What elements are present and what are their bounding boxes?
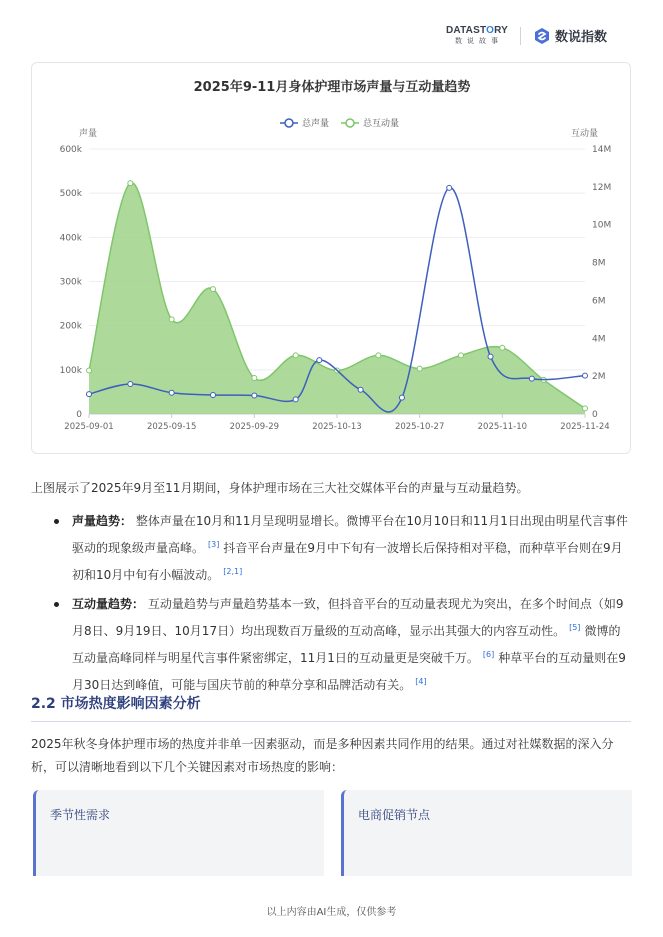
- citation-link[interactable]: [3]: [208, 540, 220, 549]
- volume-point: [399, 395, 404, 400]
- datastory-logo-text-1: DATAST: [445, 25, 487, 36]
- left-tick-label: 300k: [59, 277, 82, 288]
- volume-point: [583, 373, 588, 378]
- datastory-logo-text-2: RY: [494, 25, 508, 36]
- chart-title: 2025年9-11月身体护理市场声量与互动量趋势: [193, 80, 471, 95]
- legend-label: 总声量: [302, 119, 330, 129]
- datastory-logo-text-o: O: [486, 25, 495, 36]
- volume-point: [447, 185, 452, 190]
- right-tick-label: 4M: [592, 334, 606, 345]
- right-tick-label: 8M: [592, 258, 606, 269]
- x-tick-label: 2025-10-13: [312, 422, 362, 432]
- datastory-logo: [446, 26, 508, 45]
- interaction-point: [293, 353, 298, 358]
- bullet-title: 互动量趋势：: [72, 597, 145, 611]
- brand-divider: [520, 27, 521, 45]
- bullet-text: 互动量趋势与声量趋势基本一致，但抖音平台的互动量表现尤为突出，在多个时间点（如9月8日、9月19日、10月17日）均出现数百万量级的互动高峰，显示出其强大的内容互动性。: [72, 597, 624, 638]
- page-header: [446, 26, 607, 45]
- trend-chart: [32, 63, 632, 455]
- ai-disclaimer-footer: 以上内容由AI生成，仅供参考: [266, 907, 397, 918]
- volume-point: [211, 393, 216, 398]
- left-tick-label: 400k: [59, 233, 82, 244]
- right-tick-label: 6M: [592, 296, 606, 307]
- volume-point: [128, 381, 133, 386]
- x-tick-label: 2025-10-27: [394, 422, 445, 432]
- left-tick-label: 100k: [59, 365, 82, 376]
- interaction-point: [417, 366, 422, 371]
- right-tick-label: 14M: [592, 145, 612, 155]
- legend-label: 总互动量: [363, 119, 400, 129]
- legend-marker: [285, 119, 293, 127]
- x-tick-label: 2025-09-01: [64, 422, 114, 432]
- right-tick-label: 2M: [592, 372, 606, 383]
- interaction-point: [500, 345, 505, 350]
- x-tick-label: 2025-09-15: [146, 422, 197, 432]
- volume-point: [87, 392, 92, 397]
- bullet-text: 种草平台的互动量则在9月30日达到峰值，可能与国庆节前的种草分享和品牌活动有关。: [72, 651, 626, 692]
- interaction-point: [169, 317, 174, 322]
- factor-card-title: 电商促销节点: [358, 808, 431, 822]
- citation-link[interactable]: [6]: [482, 650, 495, 659]
- citation-link[interactable]: [5]: [569, 623, 581, 632]
- left-axis-title: 声量: [79, 129, 98, 139]
- left-tick-label: 500k: [59, 189, 82, 200]
- trend-chart-card: [31, 62, 631, 454]
- factor-card-seasonal: [33, 790, 324, 876]
- bullet-volume-trend: [52, 510, 628, 587]
- volume-point: [293, 397, 298, 402]
- datastory-logo-subtitle: 数说故事: [454, 37, 503, 45]
- bullet-text: 微博的互动量高峰同样与明星代言事件紧密绑定，11月1日的互动量更是突破千万。: [72, 624, 621, 665]
- intro-paragraph: 上图展示了2025年9月至11月期间，身体护理市场在三大社交媒体平台的声量与互动量趋势。: [31, 481, 529, 495]
- bullet-title: 声量趋势：: [72, 514, 133, 528]
- bullet-text: 整体声量在10月和11月呈现明显增长。微博平台在10月10日和11月1日出现由明星代言事件驱动的现象级声量高峰。: [72, 514, 628, 555]
- factor-card-ecommerce: [341, 790, 632, 876]
- volume-point: [358, 387, 363, 392]
- right-tick-label: 10M: [592, 220, 612, 231]
- section-heading: 2.2 市场热度影响因素分析: [31, 693, 631, 722]
- bullet-text: 抖音平台声量在9月中下旬有一波增长后保持相对平稳，而种草平台则在9月初和10月中旬有小幅波动。: [72, 541, 623, 582]
- left-tick-label: 200k: [59, 321, 82, 332]
- trend-bullet-list: [52, 510, 628, 703]
- citation-link[interactable]: [2,1]: [223, 567, 243, 576]
- volume-point: [252, 393, 257, 398]
- x-tick-label: 2025-11-24: [560, 422, 610, 432]
- shushuo-logo-icon: [533, 27, 551, 45]
- legend-marker: [346, 119, 354, 127]
- volume-point: [317, 358, 322, 363]
- right-tick-label: 12M: [592, 182, 612, 193]
- shushuo-zhishu-logo: [533, 26, 607, 45]
- volume-point: [169, 390, 174, 395]
- interaction-point: [128, 181, 133, 186]
- shushuo-logo-text: 数说指数: [554, 30, 607, 45]
- right-tick-label: 0: [592, 410, 598, 420]
- interaction-point: [211, 287, 216, 292]
- interaction-point: [87, 368, 92, 373]
- left-tick-label: 0: [76, 410, 82, 420]
- right-axis-title: 互动量: [570, 129, 598, 139]
- bullet-interaction-trend: [52, 593, 628, 697]
- left-tick-label: 600k: [59, 145, 82, 155]
- volume-point: [488, 354, 493, 359]
- x-tick-label: 2025-11-10: [477, 422, 528, 432]
- citation-link[interactable]: [4]: [415, 677, 427, 686]
- interaction-point: [459, 353, 464, 358]
- interaction-point: [583, 406, 588, 411]
- x-tick-label: 2025-09-29: [229, 422, 280, 432]
- interaction-point: [252, 376, 257, 381]
- interaction-point: [376, 353, 381, 358]
- section-paragraph: 2025年秋冬身体护理市场的热度并非单一因素驱动，而是多种因素共同作用的结果。通过对社媒数据的深入分析，可以清晰地看到以下几个关键因素对市场热度的影响：: [31, 737, 614, 774]
- volume-point: [529, 376, 534, 381]
- factor-card-title: 季节性需求: [50, 808, 111, 822]
